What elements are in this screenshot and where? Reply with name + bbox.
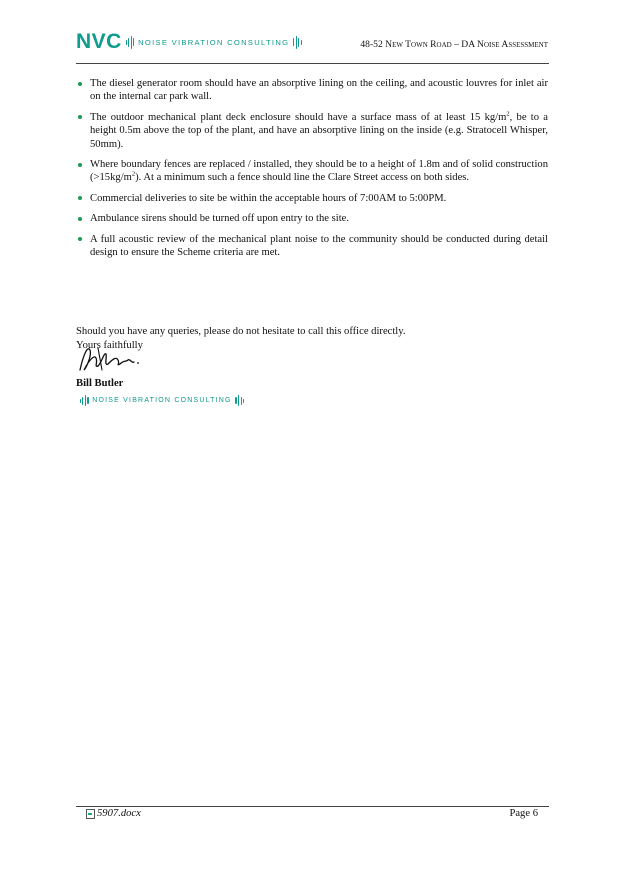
- company-logo: [76, 395, 248, 406]
- document-file-icon: [86, 809, 95, 819]
- bullet-icon: [78, 115, 82, 119]
- logo-mark: NVC: [76, 30, 122, 53]
- list-item-text: Commercial deliveries to site be within the acceptable hours of 7:00AM to 5:00PM.: [90, 192, 447, 204]
- sign-off: Yours faithfully: [76, 340, 143, 351]
- footer-filename-text: 5907.docx: [97, 808, 141, 819]
- page-number: Page 6: [509, 808, 538, 819]
- closing-sentence: Should you have any queries, please do not hesitate to call this office directly.: [76, 326, 406, 337]
- list-item-text: The outdoor mechanical plant deck enclosure should have a surface mass of at least 15 $kg/m^2$, be to a height 0.5m above the top of the plant, and have an absorptive lining on the inside (e.g. Stratocell Whisper, 50mm).: [90, 110, 548, 150]
- list-item-text: A full acoustic review of the mechanical plant noise to the community should be conducted during detail design to ensure the Scheme criteria are met.: [90, 233, 548, 259]
- logo-text: NOISE VIBRATION CONSULTING: [138, 37, 290, 47]
- list-item: [76, 233, 548, 260]
- list-item-text: Ambulance sirens should be turned off upon entry to the site.: [90, 213, 350, 225]
- list-item: [76, 192, 548, 205]
- list-item-text: The diesel generator room should have an absorptive lining on the ceiling, and acoustic louvres for inlet air on the internal car park wall.: [90, 78, 548, 103]
- company-logo-text: NOISE VIBRATION CONSULTING: [92, 397, 232, 404]
- page-header: [76, 30, 548, 64]
- sound-wave-icon: [125, 36, 135, 49]
- sound-wave-icon: [292, 36, 302, 49]
- list-item: [76, 212, 548, 225]
- bullet-icon: [78, 217, 82, 221]
- bullet-icon: [78, 196, 82, 200]
- list-item: [76, 158, 548, 185]
- signer-name: Bill Butler: [76, 378, 124, 389]
- document-title: 48-52 New Town Road – DA Noise Assessment: [360, 39, 548, 50]
- sound-wave-icon: [79, 395, 89, 406]
- nvc-logo: [76, 30, 306, 54]
- footer-filename: [86, 808, 141, 819]
- recommendation-list: [76, 77, 548, 266]
- bullet-icon: [78, 82, 82, 86]
- handwritten-signature: [76, 340, 156, 378]
- list-item: [76, 111, 548, 151]
- list-item-text: Where boundary fences are replaced / installed, they should be to a height of 1.8m and of solid construction $(>15kg/m^2)$. At a minimum such a fence should line the Clare Street access on both sides.: [90, 159, 548, 184]
- list-item: [76, 77, 548, 104]
- sound-wave-icon: [235, 395, 245, 406]
- bullet-icon: [78, 163, 82, 167]
- header-divider: [76, 63, 549, 64]
- bullet-icon: [78, 237, 82, 241]
- footer-divider: [76, 806, 549, 807]
